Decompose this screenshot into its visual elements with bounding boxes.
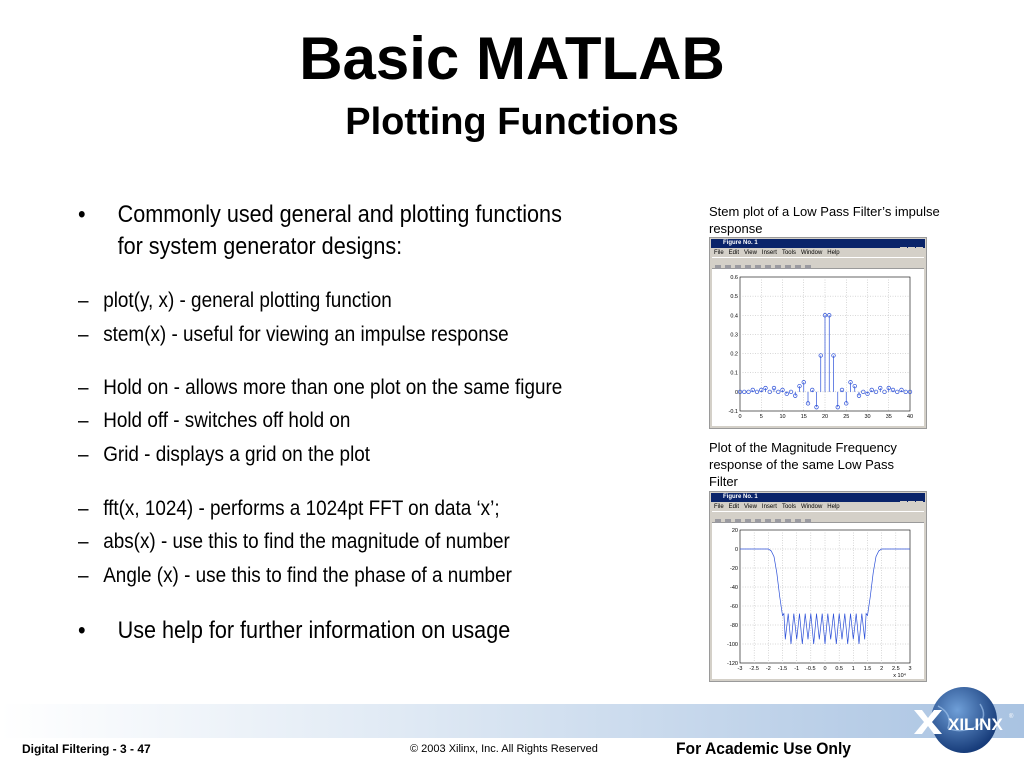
x-tick-label: -0.5 (806, 666, 816, 672)
maximize-button[interactable] (908, 501, 915, 507)
x-tick-label: -2 (765, 666, 771, 672)
menu-file[interactable]: File (714, 250, 724, 256)
sub-item-text: plot(y, x) - general plotting function (103, 289, 392, 312)
footer-band (0, 704, 1024, 738)
x-tick-label: 25 (843, 414, 850, 420)
magnitude-plot-svg (712, 523, 924, 680)
y-tick-label: -80 (730, 623, 738, 629)
bullet-text: Use help for further information on usage (117, 617, 511, 644)
caption-line: Plot of the Magnitude Frequency (709, 440, 897, 455)
y-tick-label: 0.5 (730, 294, 738, 301)
magnitude-plot-caption (709, 439, 969, 490)
x-tick-label: 15 (800, 414, 807, 420)
sub-item-text: abs(x) - use this to find the magnitude of number (103, 530, 510, 553)
footer-copyright: © 2003 Xilinx, Inc. All Rights Reserved (410, 743, 598, 755)
dash-glyph: – (78, 289, 89, 312)
x-tick-label: 0 (738, 414, 742, 420)
sub-item-text: Grid - displays a grid on the plot (103, 443, 371, 466)
dash-glyph: – (78, 409, 89, 432)
caption-line: response of the same Low Pass (709, 457, 894, 472)
close-button[interactable] (916, 247, 923, 253)
figure-toolbar (712, 511, 924, 523)
caption-line: response (709, 221, 763, 236)
y-tick-label: -120 (726, 661, 738, 667)
magnitude-plot-figure-window (709, 491, 927, 682)
x-tick-label: -1 (794, 666, 800, 672)
dash-glyph: – (78, 323, 89, 346)
menu-window[interactable]: Window (800, 504, 823, 510)
menu-help[interactable]: Help (827, 250, 840, 256)
sub-item-text: stem(x) - useful for viewing an impulse response (103, 323, 509, 346)
logo-text: XILINX (948, 715, 1003, 734)
y-tick-label: 0.6 (730, 275, 738, 281)
x-tick-label: 2 (880, 666, 884, 672)
footer-slide-number: Digital Filtering - 3 - 47 (22, 742, 151, 756)
figure-titlebar (711, 493, 925, 502)
menu-view[interactable]: View (744, 504, 757, 510)
x-scale-label: x 10⁴ (893, 673, 906, 679)
menu-window[interactable]: Window (800, 250, 823, 256)
menu-insert[interactable]: Insert (761, 250, 777, 256)
y-tick-label: 0.4 (730, 313, 738, 320)
x-tick-label: 1.5 (863, 666, 872, 672)
xilinx-logo (908, 686, 1020, 754)
sub-item-text: Hold off - switches off hold on (103, 409, 351, 432)
bullet-glyph: • (78, 201, 86, 228)
figure-title: Figure No. 1 (723, 494, 758, 500)
stem-plot-caption (709, 203, 969, 237)
y-tick-label: 0.1 (730, 370, 738, 377)
figure-menubar (714, 503, 845, 511)
dash-glyph: – (78, 376, 89, 399)
window-controls (899, 494, 923, 512)
x-tick-label: 40 (906, 414, 914, 420)
x-tick-label: 10 (779, 414, 786, 420)
figure-toolbar (712, 257, 924, 269)
dash-glyph: – (78, 443, 89, 466)
x-tick-label: 5 (759, 414, 763, 420)
dash-glyph: – (78, 530, 89, 553)
menu-edit[interactable]: Edit (728, 250, 740, 256)
stem-plot-figure-window (709, 237, 927, 429)
y-tick-label: 0.3 (730, 332, 738, 339)
dash-glyph: – (78, 564, 89, 587)
stem-plot-svg (712, 269, 924, 427)
menu-edit[interactable]: Edit (728, 504, 740, 510)
menu-insert[interactable]: Insert (761, 504, 777, 510)
menu-tools[interactable]: Tools (781, 250, 796, 256)
y-tick-label: -60 (730, 604, 738, 610)
sub-item-text: Angle (x) - use this to find the phase of a number (103, 564, 512, 587)
slide-subtitle: Plotting Functions (345, 101, 679, 143)
x-tick-label: 3 (908, 666, 912, 672)
slide-title: Basic MATLAB (299, 25, 725, 92)
y-tick-label: 20 (731, 528, 738, 534)
x-tick-label: 1 (851, 666, 855, 672)
y-tick-label: 0 (734, 547, 738, 553)
y-tick-label: -40 (730, 585, 738, 591)
figure-title: Figure No. 1 (723, 240, 758, 246)
x-tick-label: -1.5 (777, 666, 788, 672)
menu-file[interactable]: File (714, 504, 724, 510)
x-tick-label: -3 (737, 666, 743, 672)
close-button[interactable] (916, 501, 923, 507)
caption-line: Stem plot of a Low Pass Filter’s impulse (709, 204, 940, 219)
bullet-text-line1: Commonly used general and plotting functions (117, 201, 562, 228)
maximize-button[interactable] (908, 247, 915, 253)
logo-registered: ® (1009, 714, 1014, 720)
x-tick-label: 2.5 (892, 666, 900, 672)
sub-item-text: Hold on - allows more than one plot on the same figure (103, 376, 563, 399)
figure-menubar (714, 249, 845, 257)
y-tick-label: -100 (726, 642, 738, 648)
x-tick-label: 30 (864, 414, 871, 420)
bullet-text-line2: for system generator designs: (117, 233, 403, 260)
y-tick-label: 0 (734, 389, 738, 396)
footer-academic-use: For Academic Use Only (676, 739, 852, 758)
menu-tools[interactable]: Tools (781, 504, 796, 510)
y-tick-label: -0.1 (728, 409, 738, 415)
plot-area (712, 269, 924, 426)
caption-line: Filter (709, 474, 738, 489)
x-tick-label: 0 (823, 666, 827, 672)
x-tick-label: 20 (821, 414, 829, 420)
minimize-button[interactable] (900, 247, 907, 253)
figure-titlebar (711, 239, 925, 248)
menu-help[interactable]: Help (827, 504, 840, 510)
y-tick-label: 0.2 (730, 351, 738, 358)
bullet-glyph: • (78, 617, 86, 644)
x-tick-label: -2.5 (749, 666, 759, 672)
x-tick-label: 35 (885, 414, 892, 420)
minimize-button[interactable] (900, 501, 907, 507)
x-tick-label: 0.5 (835, 666, 843, 672)
dash-glyph: – (78, 497, 89, 520)
plot-area (712, 523, 924, 679)
sub-item-text: fft(x, 1024) - performs a 1024pt FFT on data ‘x’; (103, 497, 500, 520)
menu-view[interactable]: View (744, 250, 757, 256)
y-tick-label: -20 (730, 566, 738, 572)
window-controls (899, 240, 923, 258)
